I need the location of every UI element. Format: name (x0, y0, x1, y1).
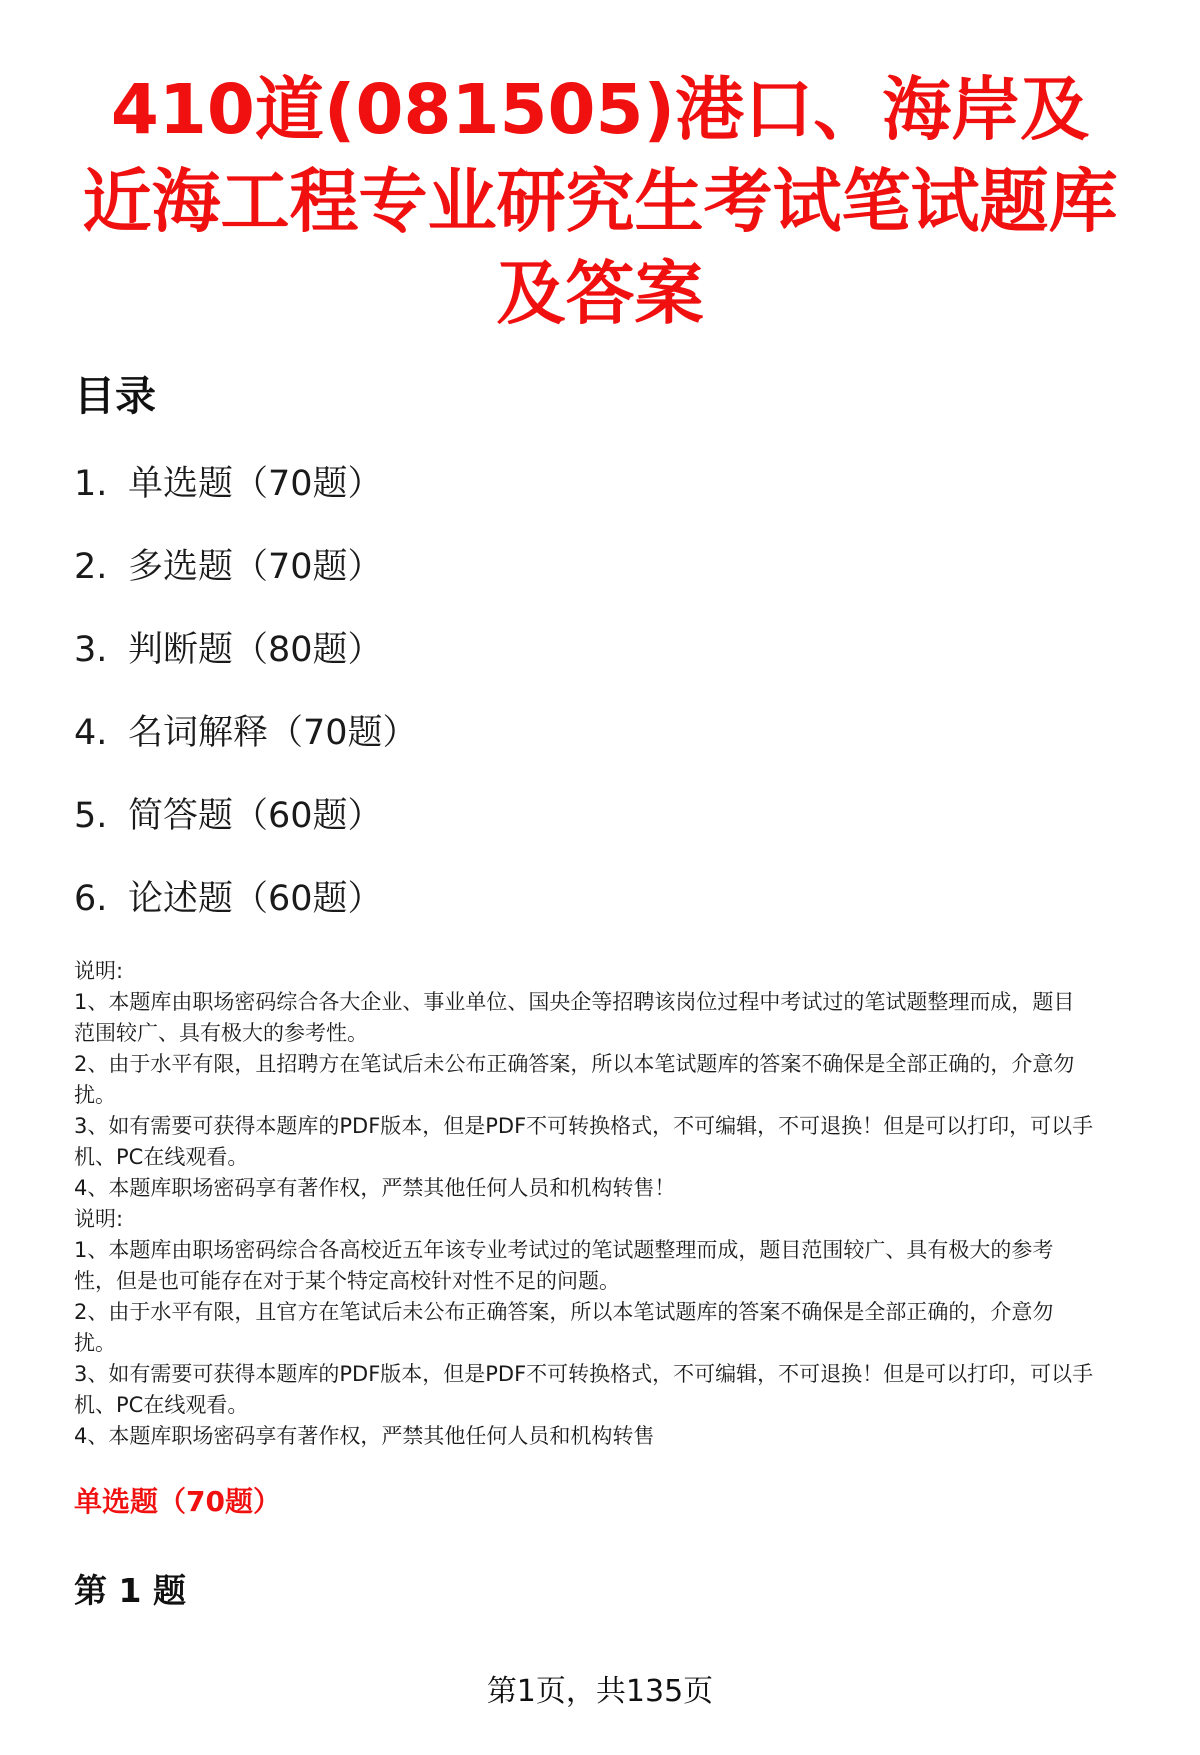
note-line: 说明: (74, 1207, 124, 1231)
page-number: 第1页，共135页 (486, 1674, 714, 1709)
note-line: 2、由于水平有限，且官方在笔试后未公布正确答案，所以本笔试题库的答案不确保是全部正确的，介意勿 (74, 1300, 1054, 1324)
toc-item-multiple-choice[interactable] (74, 535, 418, 618)
toc-item-label: 多选题（70题） (128, 547, 383, 587)
toc-item-number: 5. (74, 796, 108, 836)
notes-block (74, 956, 1164, 1452)
toc-item-true-false[interactable] (74, 618, 418, 701)
note-line: 性，但是也可能存在对于某个特定高校针对性不足的问题。 (74, 1269, 620, 1293)
toc-item-label: 论述题（60题） (128, 879, 383, 919)
note-line: 机、PC在线观看。 (74, 1393, 249, 1417)
note-line: 范围较广、具有极大的参考性。 (74, 1021, 368, 1045)
toc-item-label: 判断题（80题） (128, 630, 383, 670)
toc-item-label: 简答题（60题） (128, 796, 383, 836)
note-line: 扰。 (74, 1083, 116, 1107)
note-line: 扰。 (74, 1331, 116, 1355)
toc-item-label: 单选题（70题） (128, 464, 383, 504)
note-line: 机、PC在线观看。 (74, 1145, 249, 1169)
toc-list (74, 452, 418, 950)
toc-item-single-choice[interactable] (74, 452, 418, 535)
toc-item-number: 2. (74, 547, 108, 587)
toc-item-label: 名词解释（70题） (128, 713, 418, 753)
document-title: 410道(081505)港口、海岸及近海工程专业研究生考试笔试题库及答案 (82, 70, 1118, 334)
toc-item-essay[interactable] (74, 867, 418, 950)
toc-item-number: 6. (74, 879, 108, 919)
note-line: 1、本题库由职场密码综合各高校近五年该专业考试过的笔试题整理而成，题目范围较广、具有极大的参考 (74, 1238, 1054, 1262)
note-line: 2、由于水平有限，且招聘方在笔试后未公布正确答案，所以本笔试题库的答案不确保是全部正确的，介意勿 (74, 1052, 1075, 1076)
note-line: 3、如有需要可获得本题库的PDF版本，但是PDF不可转换格式，不可编辑，不可退换！但是可以打印，可以手 (74, 1362, 1094, 1386)
note-line: 4、本题库职场密码享有著作权，严禁其他任何人员和机构转售！ (74, 1176, 676, 1200)
toc-item-term-definition[interactable] (74, 701, 418, 784)
toc-heading: 目录 (74, 372, 156, 420)
section-heading: 单选题（70题） (74, 1485, 281, 1518)
toc-item-number: 4. (74, 713, 108, 753)
toc-item-number: 3. (74, 630, 108, 670)
note-line: 4、本题库职场密码享有著作权，严禁其他任何人员和机构转售 (74, 1424, 655, 1448)
note-line: 3、如有需要可获得本题库的PDF版本，但是PDF不可转换格式，不可编辑，不可退换！但是可以打印，可以手 (74, 1114, 1094, 1138)
toc-item-short-answer[interactable] (74, 784, 418, 867)
question-heading: 第 1 题 (74, 1571, 186, 1610)
toc-item-number: 1. (74, 464, 108, 504)
note-line: 说明: (74, 959, 124, 983)
note-line: 1、本题库由职场密码综合各大企业、事业单位、国央企等招聘该岗位过程中考试过的笔试题整理而成，题目 (74, 990, 1075, 1014)
